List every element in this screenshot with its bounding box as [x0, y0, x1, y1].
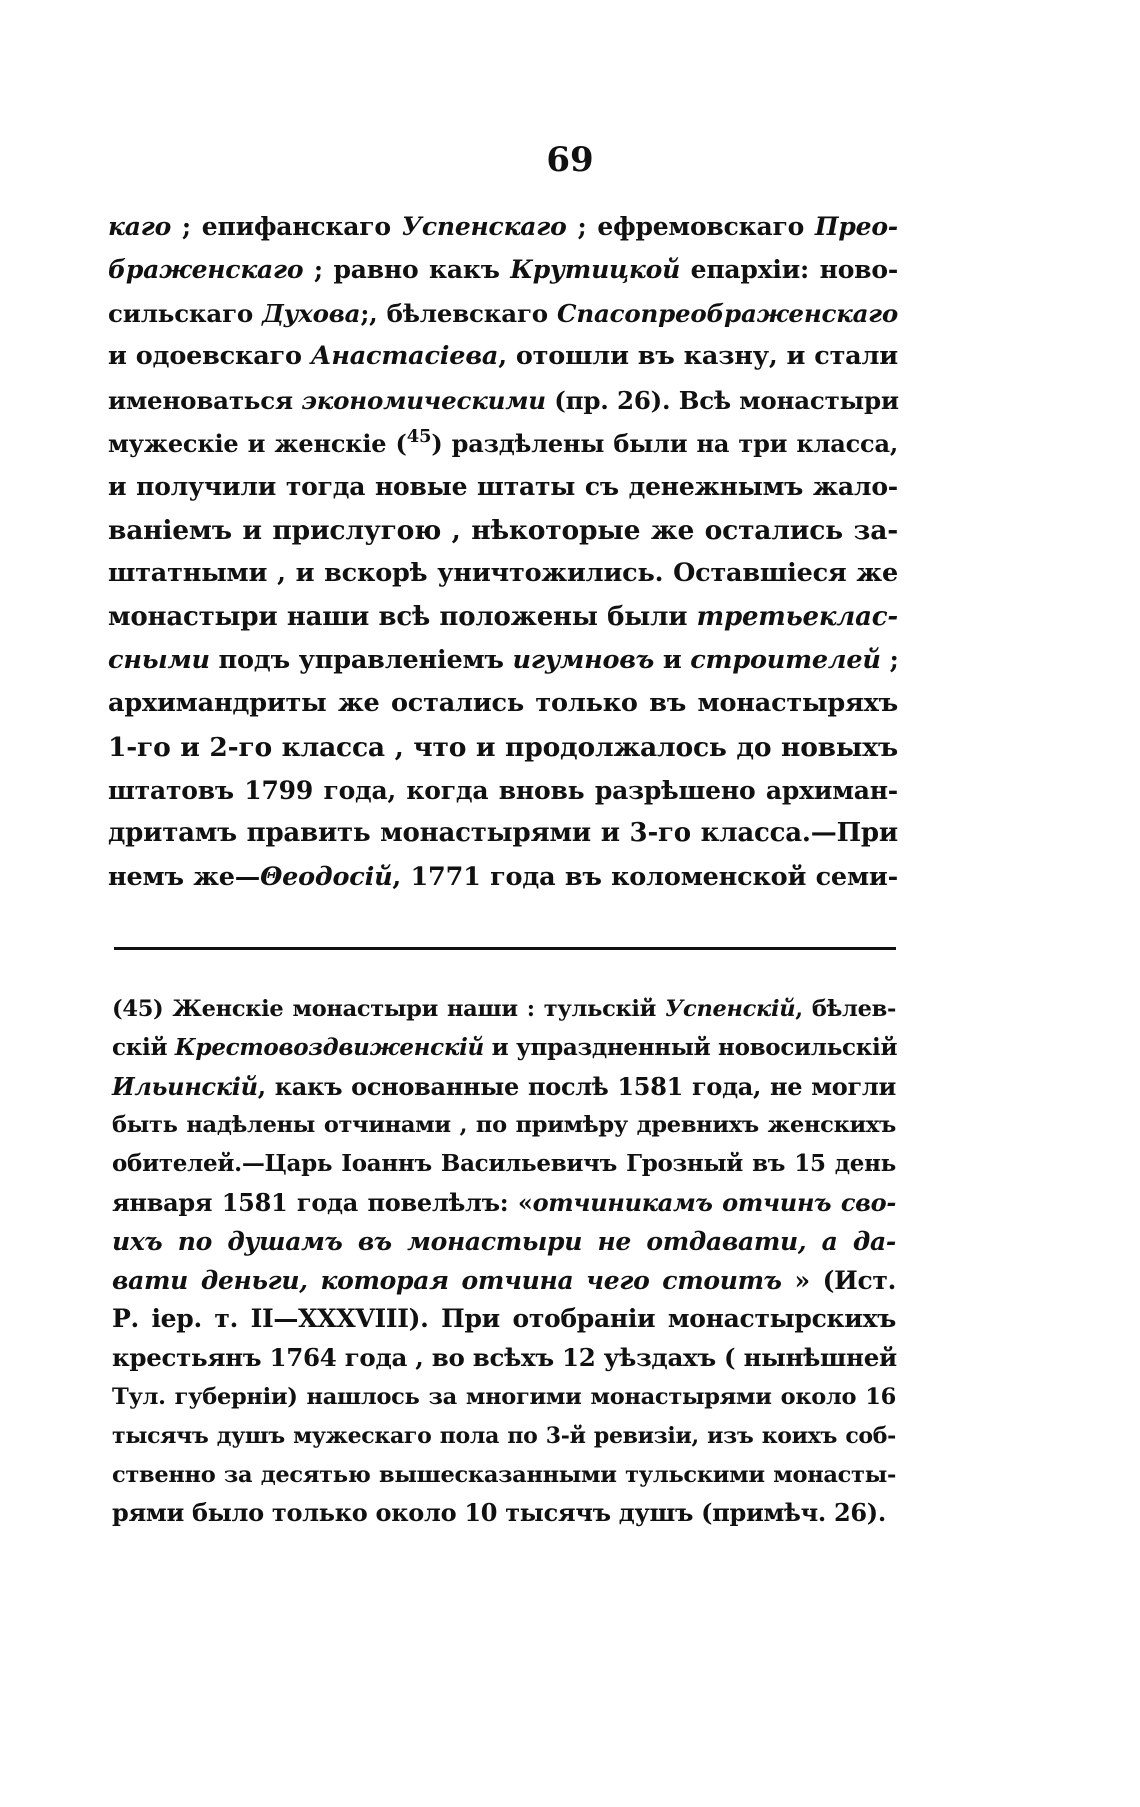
footnote-line: ихъ по душамъ въ монастыри не отдавати, а да- [112, 1226, 896, 1256]
footnote-line: быть надѣлены отчинами , по примѣру древнихъ женскихъ [112, 1112, 896, 1139]
text-line: немъ же—Θеодосiй, 1771 года въ коломенской семи- [108, 861, 898, 892]
footnote-line: обителей.—Царь Iоаннъ Васильевичъ Грозный въ 15 день [112, 1150, 896, 1178]
footnote-line: Р. iер. т. II—XXXVIII). При отобранiи монастырскихъ [112, 1304, 896, 1334]
text-line: ванiемъ и прислугою , нѣкоторые же остались за- [108, 514, 898, 546]
footnote-line: Тул. губернiи) нашлось за многими монастырями около 16 [112, 1383, 896, 1410]
text-line: браженскаго ; равно какъ Крутицкой епархiи: ново- [108, 255, 898, 285]
text-line: штатными , и вскорѣ уничтожились. Оставшiеся же [108, 558, 898, 589]
text-line: и получили тогда новые штаты съ денежнымъ жало- [108, 472, 898, 502]
footnote-line: января 1581 года повелѣлъ: «отчиникамъ отчинъ сво- [112, 1187, 896, 1217]
text-line: сными подъ управленiемъ игумновъ и строителей ; [108, 644, 899, 675]
footnote-line: крестьянъ 1764 года , во всѣхъ 12 уѣздахъ ( нынѣшней [112, 1343, 897, 1373]
page-number: 69 [546, 140, 594, 180]
text-line: 1-го и 2-го класса , что и продолжалось до новыхъ [108, 731, 898, 763]
footnote-divider [114, 947, 896, 950]
text-line: штатовъ 1799 года, когда вновь разрѣшено архиман- [108, 776, 898, 806]
footnote-line: скiй Крестовоздвиженскiй и упраздненный новосильскiй [112, 1033, 898, 1061]
text-line: мужескiе и женскiе ($^{45}$) раздѣлены были на три класса, [108, 425, 898, 458]
text-line: каго ; епифанскаго Успенскаго ; ефремовскаго Прео- [108, 212, 898, 241]
footnote-marker: 45 [406, 425, 432, 447]
text-line: сильскаго Духова;, бѣлевскаго Спасопреображенскаго [108, 298, 898, 328]
text-line: именоваться экономическими (пр. 26). Всѣ монастыри [108, 385, 899, 415]
footnote-line: тысячъ душъ мужескаго пола по 3-й ревизiи, изъ коихъ соб- [112, 1422, 896, 1449]
footnote-line: Ильинскiй, какъ основанные послѣ 1581 года, не могли [112, 1071, 896, 1101]
footnote [112, 990, 896, 1533]
footnote-line: ственно за десятью вышесказанными тульскими монасты- [112, 1461, 896, 1488]
text-line: и одоевскаго Анастасiева, отошли въ казну, и стали [108, 341, 898, 372]
footnote-line: вати деньги, которая отчина чего стоитъ » (Ист. [112, 1265, 897, 1295]
main-text [108, 205, 898, 899]
footnote-line: рями было только около 10 тысячъ душъ (примѣч. 26). [112, 1498, 886, 1528]
text-line: монастыри наши всѣ положены были третьеклас- [108, 601, 898, 632]
footnote-line: (45) Женскiе монастыри наши : тульскiй Успенскiй, бѣлев- [112, 996, 897, 1022]
text-line: дритамъ править монастырями и 3-го класса.—При [108, 818, 898, 849]
text-line: архимандриты же остались только въ монастыряхъ [108, 688, 898, 719]
